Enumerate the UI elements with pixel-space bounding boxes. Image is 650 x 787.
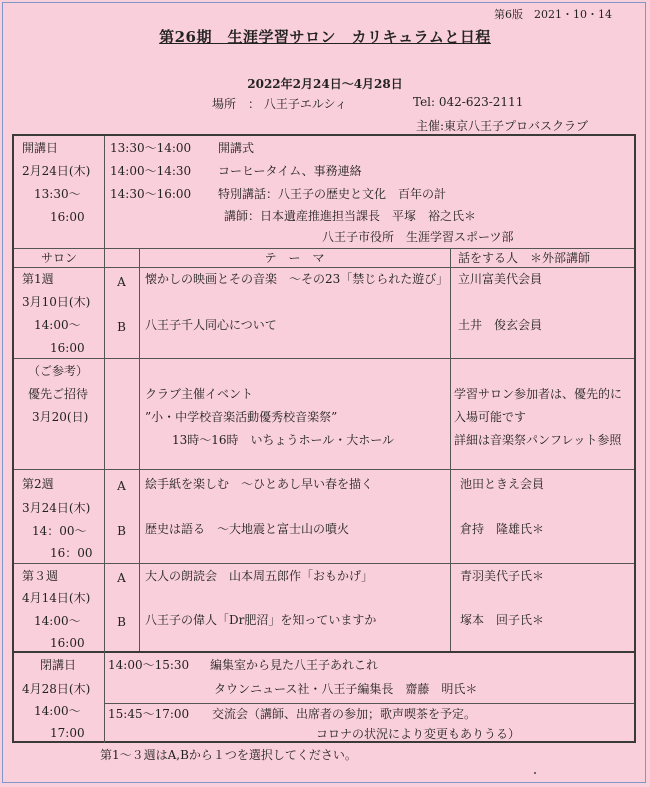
closing-row2-note: コロナの状況により変更もありうる） xyxy=(316,727,521,741)
week2-date: 3月24日(木) xyxy=(22,501,91,515)
reference-note: 詳細は音楽祭パンフレット参照 xyxy=(454,433,622,447)
edition-date: 第6版 2021・10・14 xyxy=(494,8,612,21)
opening-row-time: 13:30～14:00 xyxy=(110,141,192,155)
week3-b-theme: 八王子の偉人「Dr肥沼」を知っていますか xyxy=(145,613,377,627)
column-divider xyxy=(104,136,105,743)
scan-dot xyxy=(534,772,536,774)
footer-note: 第1～３週はA,Bから１つを選択してください。 xyxy=(100,748,357,762)
week1-a-mark: A xyxy=(117,275,126,289)
week1-b-theme: 八王子千人同心について xyxy=(145,318,277,332)
schedule-table xyxy=(12,134,636,743)
opening-row-text: コーヒータイム、事務連絡 xyxy=(218,164,362,178)
week3-a-mark: A xyxy=(117,571,126,585)
closing-row2-text: 交流会（講師、出席者の参加；歌声喫茶を予定。 xyxy=(212,707,477,721)
divider xyxy=(14,563,634,564)
venue-line xyxy=(212,95,524,112)
opening-speaker-org: 八王子市役所 生涯学習スポーツ部 xyxy=(322,230,514,244)
reference-note: 入場可能です xyxy=(454,410,527,424)
week3-time-start: 14:00～ xyxy=(34,614,81,628)
week2-label: 第2週 xyxy=(22,477,54,491)
page-title: 第26期 生涯学習サロン カリキュラムと日程 xyxy=(159,28,491,46)
week3-a-theme: 大人の朗読会 山本周五郎作「おもかげ」 xyxy=(145,569,374,583)
reference-note: 学習サロン参加者は、優先的に xyxy=(454,387,623,401)
closing-date: 4月28日(木) xyxy=(22,682,91,696)
closing-label: 閉講日 xyxy=(40,658,77,672)
week1-date: 3月10日(木) xyxy=(22,295,91,309)
opening-time-start: 13:30～ xyxy=(34,187,81,201)
week3-a-speaker: 青羽美代子氏＊ xyxy=(460,569,545,583)
venue-name: 八王子エルシィ xyxy=(263,97,347,111)
closing-row2-time: 15:45～17:00 xyxy=(108,707,190,721)
reference-theme: ”小・中学校音楽活動優秀校音楽祭” xyxy=(145,410,338,424)
opening-label: 開講日 xyxy=(22,141,59,155)
week3-date: 4月14日(木) xyxy=(22,591,91,605)
divider xyxy=(14,248,634,249)
week3-b-mark: B xyxy=(117,615,126,629)
week2-a-theme: 絵手紙を楽しむ ～ひとあし早い春を描く xyxy=(145,477,374,491)
closing-time-end: 17:00 xyxy=(50,726,85,740)
divider xyxy=(14,267,634,268)
reference-theme: クラブ主催イベント xyxy=(145,387,254,401)
week2-time-end: 16：00 xyxy=(50,546,93,560)
divider xyxy=(14,651,634,653)
venue-label: 場所 ： xyxy=(212,97,261,111)
week1-b-speaker: 土井 俊玄会員 xyxy=(458,318,543,332)
opening-row-time: 14:30～16:00 xyxy=(110,187,192,201)
col-header-theme: テ ー マ xyxy=(264,251,325,265)
week1-a-speaker: 立川富美代会員 xyxy=(458,272,543,286)
period-dates: 2022年2月24日～4月28日 xyxy=(247,77,403,91)
reference-label: （ご参考） xyxy=(28,364,89,378)
venue-tel: Tel: 042-623-2111 xyxy=(413,95,524,109)
week2-b-speaker: 倉持 隆雄氏＊ xyxy=(460,522,545,536)
column-divider xyxy=(450,248,451,651)
week1-b-mark: B xyxy=(117,320,126,334)
week2-b-mark: B xyxy=(117,524,126,538)
column-divider xyxy=(139,248,140,651)
opening-row-text: 開講式 xyxy=(218,141,255,155)
closing-row1-text: 編集室から見た八王子あれこれ xyxy=(210,658,379,672)
divider xyxy=(14,469,634,470)
opening-row-time: 14:00～14:30 xyxy=(110,164,192,178)
week3-time-end: 16:00 xyxy=(50,636,85,650)
col-header-speaker: 話をする人 ＊外部講師 xyxy=(458,251,591,265)
divider xyxy=(104,703,634,704)
week2-time-start: 14：00～ xyxy=(32,524,87,538)
week1-a-theme: 懐かしの映画とその音楽 ～その23「禁じられた遊び」 xyxy=(145,272,449,286)
organizer: 主催:東京八王子プロバスクラブ xyxy=(416,119,589,133)
week1-label: 第1週 xyxy=(22,272,54,286)
week1-time-end: 16:00 xyxy=(50,341,85,355)
closing-row1-speaker: タウンニュース社・八王子編集長 齋藤 明氏＊ xyxy=(214,682,478,696)
opening-speaker: 講師：日本遺産推進担当課長 平塚 裕之氏＊ xyxy=(224,209,477,223)
reference-label: 優先ご招待 xyxy=(28,387,89,401)
closing-time-start: 14:00～ xyxy=(34,704,81,718)
opening-time-end: 16:00 xyxy=(50,210,85,224)
week3-b-speaker: 塚本 回子氏＊ xyxy=(460,613,545,627)
week2-b-theme: 歴史は語る ～大地震と富士山の噴火 xyxy=(145,522,350,536)
divider xyxy=(14,358,634,359)
week2-a-speaker: 池田ときえ会員 xyxy=(460,477,545,491)
week1-time-start: 14:00～ xyxy=(34,318,81,332)
opening-date: 2月24日(木) xyxy=(22,164,91,178)
week2-a-mark: A xyxy=(117,479,126,493)
reference-theme: 13時～16時 いちょうホール・大ホール xyxy=(172,433,395,447)
reference-date: 3月20(日) xyxy=(32,410,89,424)
col-header-salon: サロン xyxy=(40,251,77,265)
week3-label: 第３週 xyxy=(22,569,59,583)
opening-row-text: 特別講話：八王子の歴史と文化 百年の計 xyxy=(218,187,447,201)
closing-row1-time: 14:00～15:30 xyxy=(108,658,190,672)
